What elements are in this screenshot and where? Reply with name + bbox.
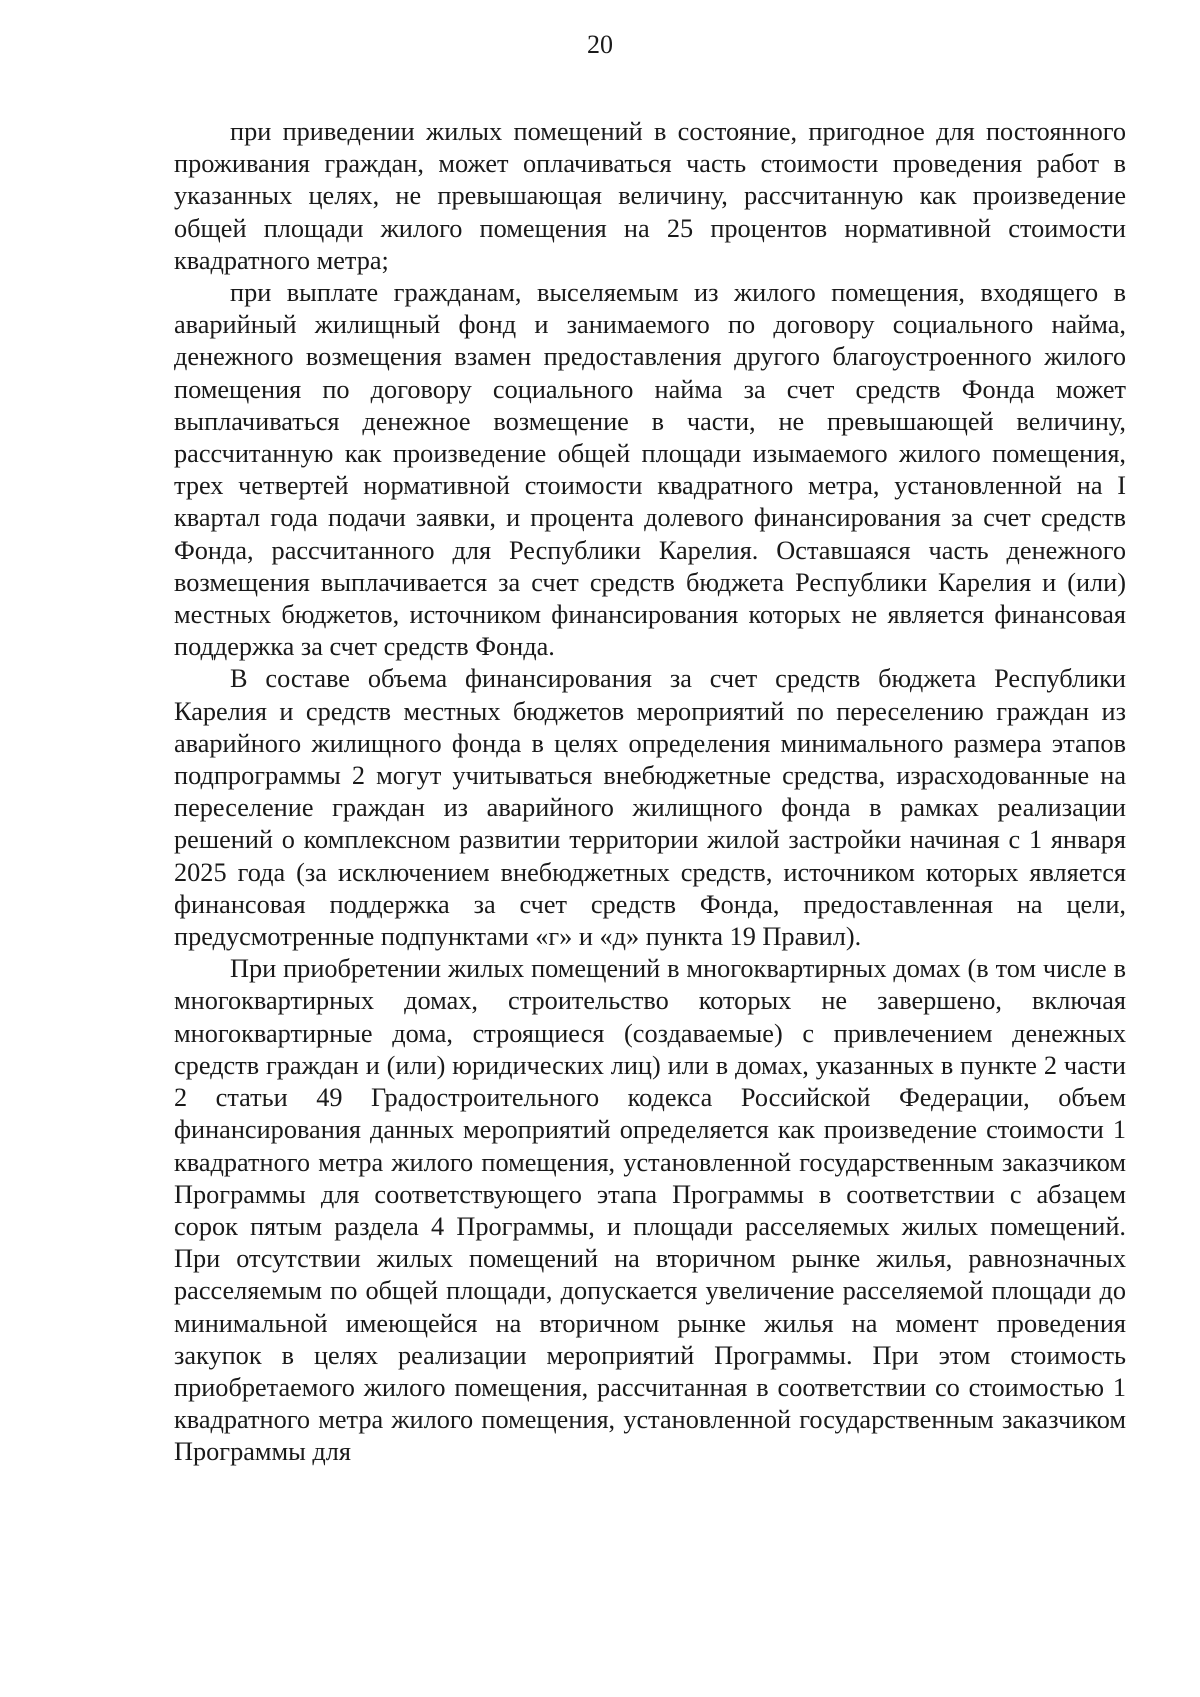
page-number: 20 <box>587 30 613 59</box>
paragraph-financing-volume: В составе объема финансирования за счет средств бюджета Республики Карелия и средств местных бюджетов мероприятий по переселению граждан из аварийного жилищного фонда в целях определения минимального размера этапов подпрограммы 2 могут учитываться внебюджетные средства, израсходованные на переселение граждан из аварийного жилищного фонда в рамках реализации решений о комплексном развитии территории жилой застройки начиная с 1 января 2025 года (за исключением внебюджетных средств, источником которых является финансовая поддержка за счет средств Фонда, предоставленная на цели, предусмотренные подпунктами «г» и «д» пункта 19 Правил). <box>174 664 1126 952</box>
paragraph-housing-acquisition: При приобретении жилых помещений в многоквартирных домах (в том числе в многоквартирных домах, строительство которых не завершено, включая многоквартирные дома, строящиеся (создаваемые) с привлечением денежных средств граждан и (или) юридических лиц) или в домах, указанных в пункте 2 части 2 статьи 49 Градостроительного кодекса Российской Федерации, объем финансирования данных мероприятий определяется как произведение стоимости 1 квадратного метра жилого помещения, установленной государственным заказчиком Программы для соответствующего этапа Программы в соответствии с абзацем сорок пятым раздела 4 Программы, и площади расселяемых жилых помещений. При отсутствии жилых помещений на вторичном рынке жилья, равнозначных расселяемым по общей площади, допускается увеличение расселяемой площади до минимальной имеющейся на вторичном рынке жилья на момент проведения закупок в целях реализации мероприятий Программы. При этом стоимость приобретаемого жилого помещения, рассчитанная в соответствии со стоимостью 1 квадратного метра жилого помещения, установленной государственным заказчиком Программы для <box>174 954 1126 1467</box>
paragraph-monetary-compensation: при выплате гражданам, выселяемым из жилого помещения, входящего в аварийный жилищный фонд и занимаемого по договору социального найма, денежного возмещения взамен предоставления другого благоустроенного жилого помещения по договору социального найма за счет средств Фонда может выплачиваться денежное возмещение в части, не превышающей величину, рассчитанную как произведение общей площади изымаемого жилого помещения, трех четвертей нормативной стоимости квадратного метра, установленной на I квартал года подачи заявки, и процента долевого финансирования за счет средств Фонда, рассчитанного для Республики Карелия. Оставшаяся часть денежного возмещения выплачивается за счет средств бюджета Республики Карелия и (или) местных бюджетов, источником финансирования которых не является финансовая поддержка за счет средств Фонда. <box>174 278 1126 662</box>
document-body <box>174 116 1126 1469</box>
paragraph-renovation-costs: при приведении жилых помещений в состояние, пригодное для постоянного проживания граждан, может оплачиваться часть стоимости проведения работ в указанных целях, не превышающая величину, рассчитанную как произведение общей площади жилого помещения на 25 процентов нормативной стоимости квадратного метра; <box>174 117 1126 275</box>
